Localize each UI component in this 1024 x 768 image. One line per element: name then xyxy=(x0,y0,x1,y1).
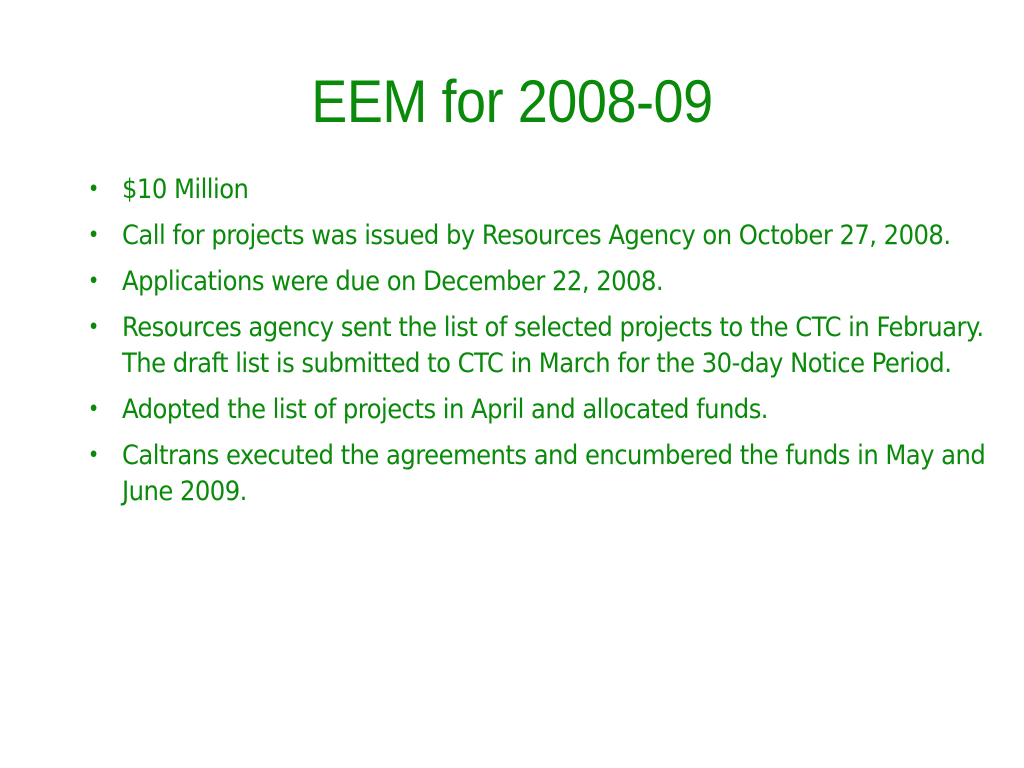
bullet-text: $10 Million xyxy=(122,174,249,205)
bullet-item xyxy=(86,310,1004,382)
bullet-text: Caltrans executed the agreements and encumbered the funds in May and June 2009. xyxy=(122,440,986,507)
bullet-dot-icon: • xyxy=(87,397,99,422)
bullet-item xyxy=(86,172,1004,208)
bullet-dot-icon: • xyxy=(87,177,99,202)
bullet-text: Applications were due on December 22, 2008. xyxy=(122,266,664,297)
slide-title: EEM for 2008-09 xyxy=(311,68,713,135)
bullet-text: Resources agency sent the list of selected projects to the CTC in February. The draft list is submitted to CTC in March for the 30-day Notice Period. xyxy=(122,312,984,379)
bullet-list xyxy=(86,172,986,520)
bullet-text: Call for projects was issued by Resources Agency on October 27, 2008. xyxy=(122,220,951,251)
bullet-item xyxy=(86,218,1004,254)
bullet-item xyxy=(86,392,1004,428)
bullet-dot-icon: • xyxy=(87,315,99,340)
bullet-dot-icon: • xyxy=(87,443,99,468)
bullet-item xyxy=(86,264,1004,300)
bullet-dot-icon: • xyxy=(87,223,99,248)
bullet-dot-icon: • xyxy=(87,269,99,294)
bullet-item xyxy=(86,438,1004,510)
bullet-text: Adopted the list of projects in April and allocated funds. xyxy=(122,394,769,425)
